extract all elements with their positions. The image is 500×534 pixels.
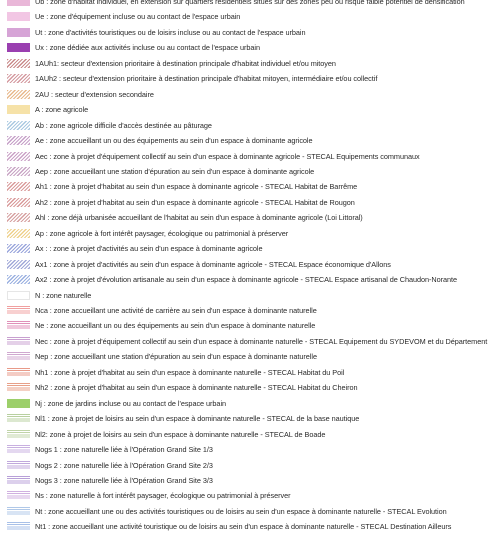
legend-label: Nec : zone à projet d'équipement collectif au sein d'un espace à dominante naturelle - STECAL Equipement du SYDEVOM et du Département (35, 336, 488, 346)
legend-label: A : zone agricole (35, 105, 89, 115)
legend-swatch (7, 182, 30, 191)
legend-row (0, 150, 500, 164)
legend-swatch (7, 12, 30, 21)
legend-swatch (7, 136, 30, 145)
legend-label: Nj : zone de jardins incluse ou au contact de l'espace urbain (35, 398, 227, 408)
legend-swatch (7, 368, 30, 377)
legend-row (0, 26, 500, 40)
legend-row (0, 165, 500, 179)
legend-row (0, 134, 500, 148)
legend-label: Nh1 : zone à projet d'habitat au sein d'un espace à dominante naturelle - STECAL Habitat du Poil (35, 367, 345, 377)
legend-swatch (7, 291, 30, 300)
legend-swatch (7, 198, 30, 207)
legend-swatch (7, 229, 30, 238)
legend-label: Ahl : zone déjà urbanisée accueillant de l'habitat au sein d'un espace à dominante agricole (Loi Littoral) (35, 213, 363, 223)
legend-swatch (7, 0, 30, 6)
legend-row (0, 489, 500, 503)
legend-swatch (7, 476, 30, 485)
legend-row (0, 88, 500, 102)
legend-row (0, 443, 500, 457)
legend-row (0, 428, 500, 442)
legend-label: Aep : zone accueillant une station d'épuration au sein d'un espace à dominante agricole (35, 166, 315, 176)
legend-label: Nep : zone accueillant une station d'épuration au sein d'un espace à dominante naturelle (35, 352, 317, 362)
legend-row (0, 258, 500, 272)
legend-label: 2AU : secteur d'extension secondaire (35, 89, 154, 99)
legend-label: Ax : : zone à projet d'activités au sein d'un espace à dominante agricole (35, 244, 263, 254)
legend-label: Nca : zone accueillant une activité de carrière au sein d'un espace à dominante naturelle (35, 306, 317, 315)
legend-label: Nogs 1 : zone naturelle liée à l'Opération Grand Site 1/3 (35, 445, 213, 455)
legend-row (0, 41, 500, 55)
legend-swatch (7, 321, 30, 330)
legend-label: Ut : zone d'activités touristiques ou de loisirs incluse ou au contact de l'espace urbain (35, 27, 306, 37)
legend-swatch (7, 244, 30, 253)
legend-row (0, 505, 500, 519)
legend-swatch (7, 337, 30, 346)
legend-label: Nt : zone accueillant une ou des activités touristiques ou de loisirs au sein d'un espace à dominante naturelle - STECAL Evolution (35, 506, 447, 516)
legend-label: Ue : zone d'équipement incluse ou au contact de l'espace urbain (35, 12, 241, 22)
legend-swatch (7, 59, 30, 68)
legend-swatch (7, 121, 30, 130)
legend-label: Nt1 : zone accueillant une activité touristique ou de loisirs au sein d'un espace à dominante naturelle - STECAL Destination Ailleurs (35, 522, 452, 532)
legend-swatch (7, 522, 30, 531)
legend-swatch (7, 507, 30, 516)
legend-row (0, 0, 500, 9)
legend-row (0, 335, 500, 349)
legend-row (0, 412, 500, 426)
legend-row (0, 474, 500, 488)
legend-label: Ae : zone accueillant un ou des équipements au sein d'un espace à dominante agricole (35, 136, 313, 146)
legend-swatch (7, 383, 30, 392)
legend-label: Nh2 : zone à projet d'habitat au sein d'un espace à dominante naturelle - STECAL Habitat du Cheiron (35, 383, 358, 393)
legend-label: Ab : zone agricole difficile d'accès destinée au pâturage (35, 120, 212, 130)
legend-label: Ux : zone dédiée aux activités incluse ou au contact de l'espace urbain (35, 43, 260, 53)
legend-label: N : zone naturelle (35, 290, 92, 300)
legend-swatch (7, 461, 30, 470)
legend-row (0, 381, 500, 395)
legend-label: 1AUh2 : secteur d'extension prioritaire à destination principale d'habitat mitoyen, intermédiaire et/ou collectif (35, 74, 378, 84)
legend-label: Ax1 : zone à projet d'activités au sein d'un espace à dominante agricole - STECAL Espace économique d'Allons (35, 259, 391, 269)
legend-swatch (7, 352, 30, 361)
legend-swatch (7, 491, 30, 500)
legend-label: Nl1 : zone à projet de loisirs au sein d'un espace à dominante naturelle - STECAL de la base nautique (35, 414, 360, 424)
legend-swatch (7, 306, 30, 315)
legend-row (0, 459, 500, 473)
legend-swatch (7, 414, 30, 423)
legend-row (0, 350, 500, 364)
legend-row (0, 119, 500, 133)
legend-row (0, 304, 500, 318)
legend-swatch (7, 105, 30, 114)
legend-label: Nl2: zone à projet de loisirs au sein d'un espace à dominante naturelle - STECAL de Boade (35, 429, 326, 439)
legend-swatch (7, 213, 30, 222)
legend-label: Ah1 : zone à projet d'habitat au sein d'un espace à dominante agricole - STECAL Habitat de Barrême (35, 182, 358, 192)
legend-row (0, 397, 500, 411)
legend-row (0, 180, 500, 194)
legend-row (0, 211, 500, 225)
legend-label: Aec : zone à projet d'équipement collectif au sein d'un espace à dominante agricole - STECAL Equipements communaux (35, 151, 420, 161)
legend-row (0, 10, 500, 24)
legend-swatch (7, 90, 30, 99)
legend-swatch (7, 260, 30, 269)
legend-label: Ne : zone accueillant un ou des équipements au sein d'un espace à dominante naturelle (35, 321, 316, 331)
legend-swatch (7, 43, 30, 52)
legend-row (0, 196, 500, 210)
legend-row (0, 273, 500, 287)
legend-row (0, 319, 500, 333)
legend-swatch (7, 28, 30, 37)
legend-swatch (7, 445, 30, 454)
legend-row (0, 57, 500, 71)
legend-row (0, 72, 500, 86)
legend-label: Nogs 3 : zone naturelle liée à l'Opération Grand Site 3/3 (35, 475, 213, 485)
legend-label: Ub : zone d'habitat individuel, en extension sur quartiers résidentiels situés sur des zones peu ou risque faible potentiel de densification (35, 0, 465, 6)
legend-row (0, 103, 500, 117)
legend-label: Nogs 2 : zone naturelle liée à l'Opération Grand Site 2/3 (35, 460, 213, 470)
legend-label: Ns : zone naturelle à fort intérêt paysager, écologique ou patrimonial à préserver (35, 491, 291, 501)
legend-row (0, 227, 500, 241)
legend-swatch (7, 430, 30, 439)
legend-label: 1AUh1: secteur d'extension prioritaire à destination principale d'habitat individuel et/ou mitoyen (35, 58, 336, 68)
legend-swatch (7, 399, 30, 408)
legend-row (0, 289, 500, 303)
legend-swatch (7, 167, 30, 176)
legend-swatch (7, 74, 30, 83)
legend-row (0, 242, 500, 256)
legend-row (0, 366, 500, 380)
legend-swatch (7, 152, 30, 161)
legend-row (0, 520, 500, 534)
legend-label: Ah2 : zone à projet d'habitat au sein d'un espace à dominante agricole - STECAL Habitat de Rougon (35, 197, 355, 207)
legend-label: Ax2 : zone à projet d'évolution artisanale au sein d'un espace à dominante agricole - STECAL Espace artisanal de Chaudon-Norante (35, 275, 458, 285)
legend-swatch (7, 275, 30, 284)
legend-label: Ap : zone agricole à fort intérêt paysager, écologique ou patrimonial à préserver (35, 228, 289, 238)
